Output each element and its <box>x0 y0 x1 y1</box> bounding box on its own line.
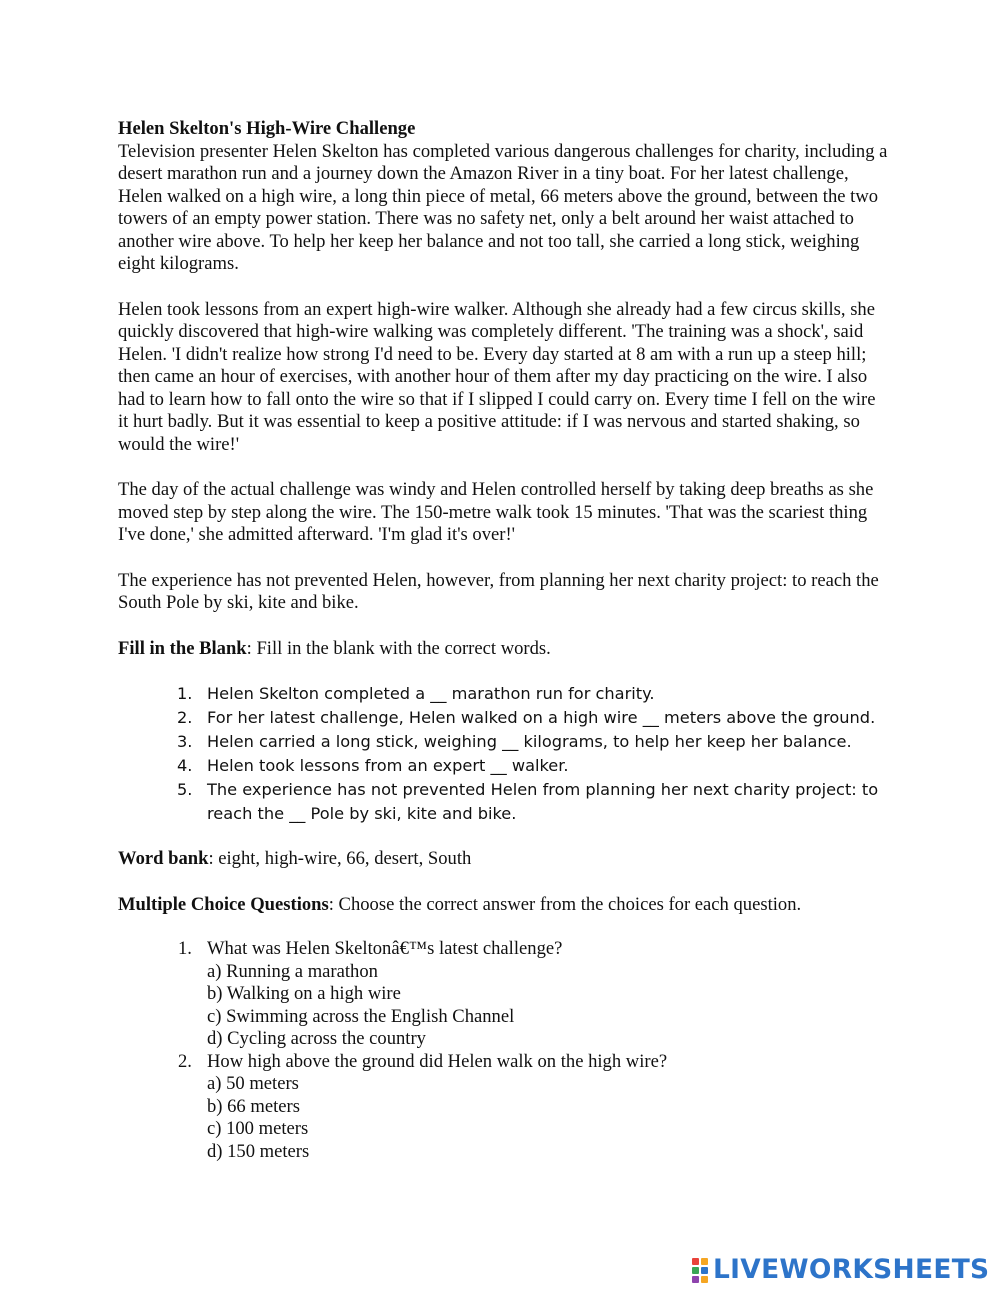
logo-text: LIVEWORKSHEETS <box>713 1253 990 1285</box>
item-number: 2. <box>177 708 193 727</box>
item-number: 5. <box>177 780 193 799</box>
question-item <box>118 938 888 1051</box>
word-bank <box>118 848 888 871</box>
mc-instruction: : Choose the correct answer from the choices for each question. <box>328 893 802 915</box>
fill-blank-instruction: : Fill in the blank with the correct words. <box>246 637 551 659</box>
page-title: Helen Skelton's High-Wire Challenge <box>118 118 416 139</box>
item-number: 1. <box>177 684 193 703</box>
paragraph-3: The day of the actual challenge was windy and Helen controlled herself by taking deep breaths as she moved step by step along the wire. The 150-metre walk took 15 minutes. 'That was the scariest thing I've done,' she admitted afterward. 'I'm glad it's over!' <box>118 479 874 545</box>
list-item <box>118 754 888 778</box>
option-c: c) 100 meters <box>207 1118 309 1139</box>
option-d: d) 150 meters <box>207 1140 310 1162</box>
option-b: b) 66 meters <box>207 1095 300 1117</box>
list-item <box>118 682 888 706</box>
item-text: Helen took lessons from an expert __ walker. <box>207 756 569 775</box>
option-c: c) Swimming across the English Channel <box>207 1005 515 1027</box>
option-d: d) Cycling across the country <box>207 1028 426 1049</box>
liveworksheets-logo <box>692 1254 995 1286</box>
mc-label: Multiple Choice Questions <box>118 893 329 915</box>
question-number: 2. <box>178 1050 192 1072</box>
paragraph-1: Television presenter Helen Skelton has completed various dangerous challenges for charity, including a desert marathon run and a journey down the Amazon River in a tiny boat. For her latest challenge, Helen walked on a high wire, a long thin piece of metal, 66 meters above the ground, between the two towers of an empty power station. There was no safety net, only a belt around her waist attached to another wire above. To help her keep her balance and not too tall, she carried a long stick, weighing eight kilograms. <box>118 140 888 274</box>
item-number: 4. <box>177 756 193 775</box>
document-body <box>118 118 888 1163</box>
item-text: Helen carried a long stick, weighing __ kilograms, to help her keep her balance. <box>207 732 852 751</box>
word-bank-label: Word bank <box>118 848 209 869</box>
item-text: For her latest challenge, Helen walked on a high wire __ meters above the ground. <box>207 708 876 727</box>
question-text: What was Helen Skeltonâ€™s latest challenge? <box>207 938 563 959</box>
logo-mark-icon <box>692 1258 708 1283</box>
item-text: Helen Skelton completed a __ marathon run for charity. <box>207 684 655 703</box>
paragraph-4: The experience has not prevented Helen, however, from planning her next charity project: to reach the South Pole by ski, kite and bike. <box>118 569 879 613</box>
option-a: a) Running a marathon <box>207 960 378 982</box>
paragraph-2: Helen took lessons from an expert high-wire walker. Although she already had a few circus skills, she quickly discovered that high-wire walking was completely different. 'The training was a shock', said Helen. 'I didn't realize how strong I'd need to be. Every day started at 8 am with a run up a steep hill; then came an hour of exercises, with another hour of them after my day practicing on the wire. I also had to learn how to fall onto the wire so that if I slipped I could carry on. Every time I fell on the wire it hurt badly. But it was essential to keep a positive attitude: if I was nervous and started shaking, so would the wire!' <box>118 298 876 455</box>
fill-blank-heading <box>118 638 888 661</box>
word-bank-text: : eight, high-wire, 66, desert, South <box>208 848 472 869</box>
item-text: The experience has not prevented Helen from planning her next charity project: to reach the __ Pole by ski, kite and bike. <box>207 780 879 823</box>
list-item <box>118 730 888 754</box>
list-item <box>118 778 888 826</box>
mc-heading <box>118 894 888 917</box>
option-a: a) 50 meters <box>207 1073 299 1094</box>
list-item <box>118 706 888 730</box>
item-number: 3. <box>177 732 193 751</box>
question-number: 1. <box>178 938 192 959</box>
fill-blank-label: Fill in the Blank <box>118 637 247 659</box>
question-text: How high above the ground did Helen walk on the high wire? <box>207 1050 668 1072</box>
mc-list <box>118 938 888 1163</box>
fill-blank-list <box>118 682 888 826</box>
option-b: b) Walking on a high wire <box>207 983 401 1004</box>
question-item <box>118 1051 888 1164</box>
